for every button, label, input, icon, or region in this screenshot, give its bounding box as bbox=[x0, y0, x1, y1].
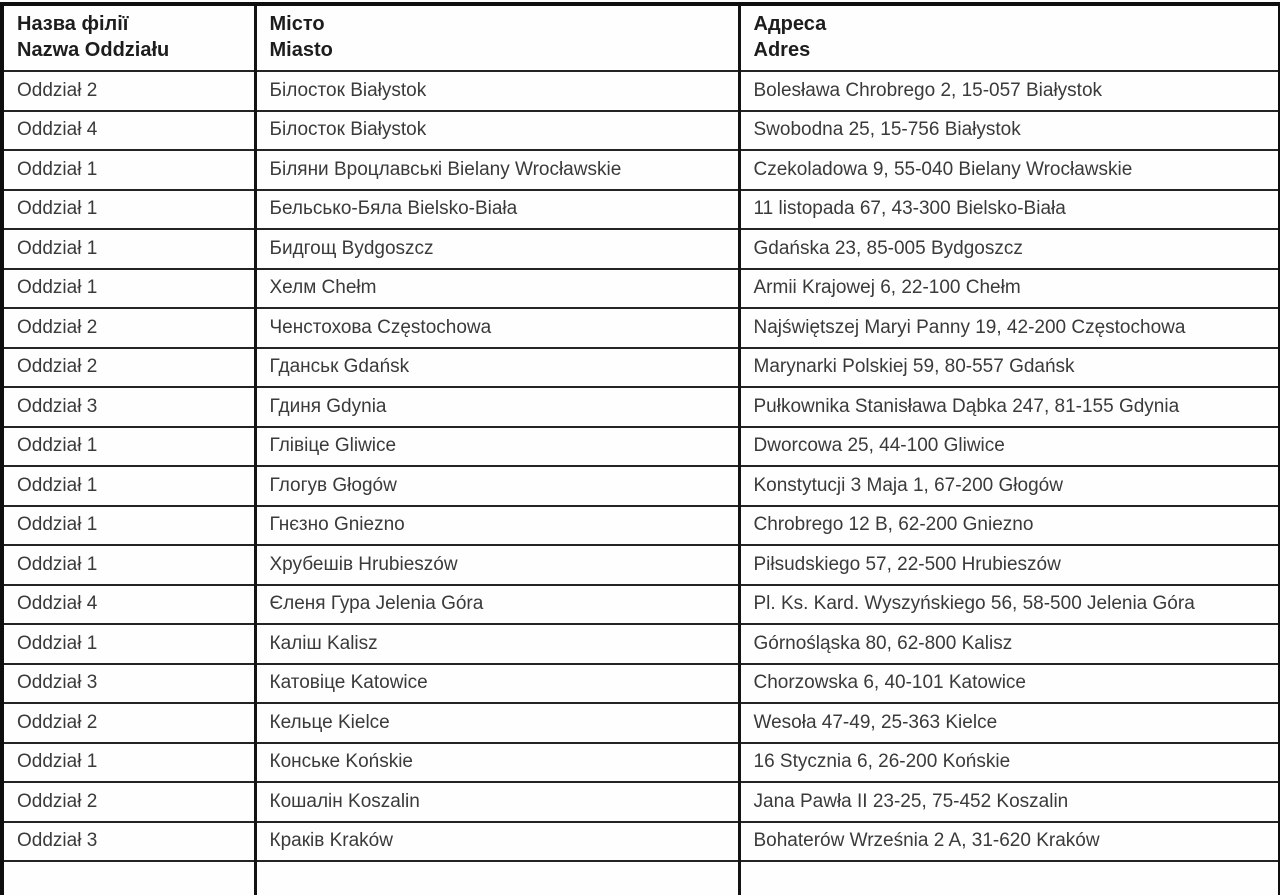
city-cell: Єленя Гура Jelenia Góra bbox=[255, 585, 739, 625]
city-cell: Каліш Kalisz bbox=[255, 624, 739, 664]
address-cell: Gdańska 23, 85-005 Bydgoszcz bbox=[739, 229, 1280, 269]
table-row bbox=[2, 229, 1280, 269]
city-cell bbox=[255, 861, 739, 895]
column-header-address-pl: Adres bbox=[753, 39, 811, 61]
table-row bbox=[2, 545, 1280, 585]
branch-cell: Oddział 1 bbox=[2, 743, 255, 783]
address-cell bbox=[739, 861, 1280, 895]
city-cell: Бидгощ Bydgoszcz bbox=[255, 229, 739, 269]
column-header-address-uk: Адреса bbox=[753, 12, 827, 35]
column-header-city-uk: Місто bbox=[269, 12, 325, 35]
address-cell: Konstytucji 3 Maja 1, 67-200 Głogów bbox=[739, 466, 1280, 506]
column-header-branch bbox=[2, 4, 255, 71]
address-cell: Czekoladowa 9, 55-040 Bielany Wrocławskie bbox=[739, 150, 1280, 190]
city-cell: Гданськ Gdańsk bbox=[255, 348, 739, 388]
branch-cell: Oddział 1 bbox=[2, 545, 255, 585]
table-row bbox=[2, 624, 1280, 664]
address-cell: 11 listopada 67, 43-300 Bielsko-Biała bbox=[739, 190, 1280, 230]
address-cell: Bohaterów Września 2 A, 31-620 Kraków bbox=[739, 822, 1280, 862]
branch-cell: Oddział 1 bbox=[2, 190, 255, 230]
city-cell: Конське Końskie bbox=[255, 743, 739, 783]
branch-cell: Oddział 3 bbox=[2, 664, 255, 704]
address-cell: Górnośląska 80, 62-800 Kalisz bbox=[739, 624, 1280, 664]
header-row bbox=[2, 4, 1280, 71]
address-cell: Najświętszej Maryi Panny 19, 42-200 Częstochowa bbox=[739, 308, 1280, 348]
branch-cell: Oddział 3 bbox=[2, 822, 255, 862]
branch-cell: Oddział 4 bbox=[2, 585, 255, 625]
city-cell: Хрубешів Hrubieszów bbox=[255, 545, 739, 585]
city-cell: Білосток Białystok bbox=[255, 111, 739, 151]
branch-cell: Oddział 1 bbox=[2, 466, 255, 506]
city-cell: Гдиня Gdynia bbox=[255, 387, 739, 427]
table-body bbox=[2, 71, 1280, 895]
branch-cell: Oddział 2 bbox=[2, 703, 255, 743]
branch-cell: Oddział 1 bbox=[2, 229, 255, 269]
city-cell: Хелм Chełm bbox=[255, 269, 739, 309]
branch-cell bbox=[2, 861, 255, 895]
branch-cell: Oddział 2 bbox=[2, 782, 255, 822]
branch-cell: Oddział 1 bbox=[2, 427, 255, 467]
column-header-branch-pl: Nazwa Oddziału bbox=[17, 39, 170, 61]
column-header-city bbox=[255, 4, 739, 71]
table-row bbox=[2, 71, 1280, 111]
address-cell: Swobodna 25, 15-756 Białystok bbox=[739, 111, 1280, 151]
address-cell: Jana Pawła II 23-25, 75-452 Koszalin bbox=[739, 782, 1280, 822]
table-row bbox=[2, 466, 1280, 506]
table-row bbox=[2, 822, 1280, 862]
table-header bbox=[2, 4, 1280, 71]
table-row bbox=[2, 348, 1280, 388]
address-cell: Piłsudskiego 57, 22-500 Hrubieszów bbox=[739, 545, 1280, 585]
table-row bbox=[2, 387, 1280, 427]
city-cell: Ченстохова Częstochowa bbox=[255, 308, 739, 348]
city-cell: Гнєзно Gniezno bbox=[255, 506, 739, 546]
column-header-branch-uk: Назва філії bbox=[17, 12, 129, 35]
address-cell: 16 Stycznia 6, 26-200 Końskie bbox=[739, 743, 1280, 783]
address-cell: Bolesława Chrobrego 2, 15-057 Białystok bbox=[739, 71, 1280, 111]
address-cell: Chorzowska 6, 40-101 Katowice bbox=[739, 664, 1280, 704]
table-row bbox=[2, 664, 1280, 704]
city-cell: Глівіце Gliwice bbox=[255, 427, 739, 467]
branch-cell: Oddział 2 bbox=[2, 348, 255, 388]
table-row bbox=[2, 585, 1280, 625]
table-row bbox=[2, 308, 1280, 348]
address-cell: Pl. Ks. Kard. Wyszyńskiego 56, 58-500 Jelenia Góra bbox=[739, 585, 1280, 625]
table-row-cutoff bbox=[2, 861, 1280, 895]
city-cell: Глогув Głogów bbox=[255, 466, 739, 506]
table-row bbox=[2, 782, 1280, 822]
city-cell: Катовіце Katowice bbox=[255, 664, 739, 704]
address-cell: Marynarki Polskiej 59, 80-557 Gdańsk bbox=[739, 348, 1280, 388]
address-cell: Wesoła 47-49, 25-363 Kielce bbox=[739, 703, 1280, 743]
address-cell: Armii Krajowej 6, 22-100 Chełm bbox=[739, 269, 1280, 309]
city-cell: Кошалін Koszalin bbox=[255, 782, 739, 822]
table-row bbox=[2, 111, 1280, 151]
address-cell: Dworcowa 25, 44-100 Gliwice bbox=[739, 427, 1280, 467]
branches-table bbox=[0, 2, 1280, 895]
table-row bbox=[2, 743, 1280, 783]
branch-cell: Oddział 1 bbox=[2, 506, 255, 546]
city-cell: Білосток Białystok bbox=[255, 71, 739, 111]
table-row bbox=[2, 269, 1280, 309]
table-row bbox=[2, 150, 1280, 190]
address-cell: Chrobrego 12 B, 62-200 Gniezno bbox=[739, 506, 1280, 546]
branch-cell: Oddział 2 bbox=[2, 308, 255, 348]
column-header-city-pl: Miasto bbox=[269, 39, 333, 61]
table-row bbox=[2, 506, 1280, 546]
city-cell: Бельсько-Бяла Bielsko-Biała bbox=[255, 190, 739, 230]
branch-cell: Oddział 1 bbox=[2, 624, 255, 664]
city-cell: Краків Kraków bbox=[255, 822, 739, 862]
table-row bbox=[2, 427, 1280, 467]
branch-cell: Oddział 1 bbox=[2, 269, 255, 309]
branch-cell: Oddział 4 bbox=[2, 111, 255, 151]
column-header-address bbox=[739, 4, 1280, 71]
table-row bbox=[2, 703, 1280, 743]
address-cell: Pułkownika Stanisława Dąbka 247, 81-155 Gdynia bbox=[739, 387, 1280, 427]
branch-cell: Oddział 2 bbox=[2, 71, 255, 111]
branch-cell: Oddział 1 bbox=[2, 150, 255, 190]
city-cell: Кельце Kielce bbox=[255, 703, 739, 743]
city-cell: Біляни Вроцлавські Bielany Wrocławskie bbox=[255, 150, 739, 190]
branch-cell: Oddział 3 bbox=[2, 387, 255, 427]
table-row bbox=[2, 190, 1280, 230]
